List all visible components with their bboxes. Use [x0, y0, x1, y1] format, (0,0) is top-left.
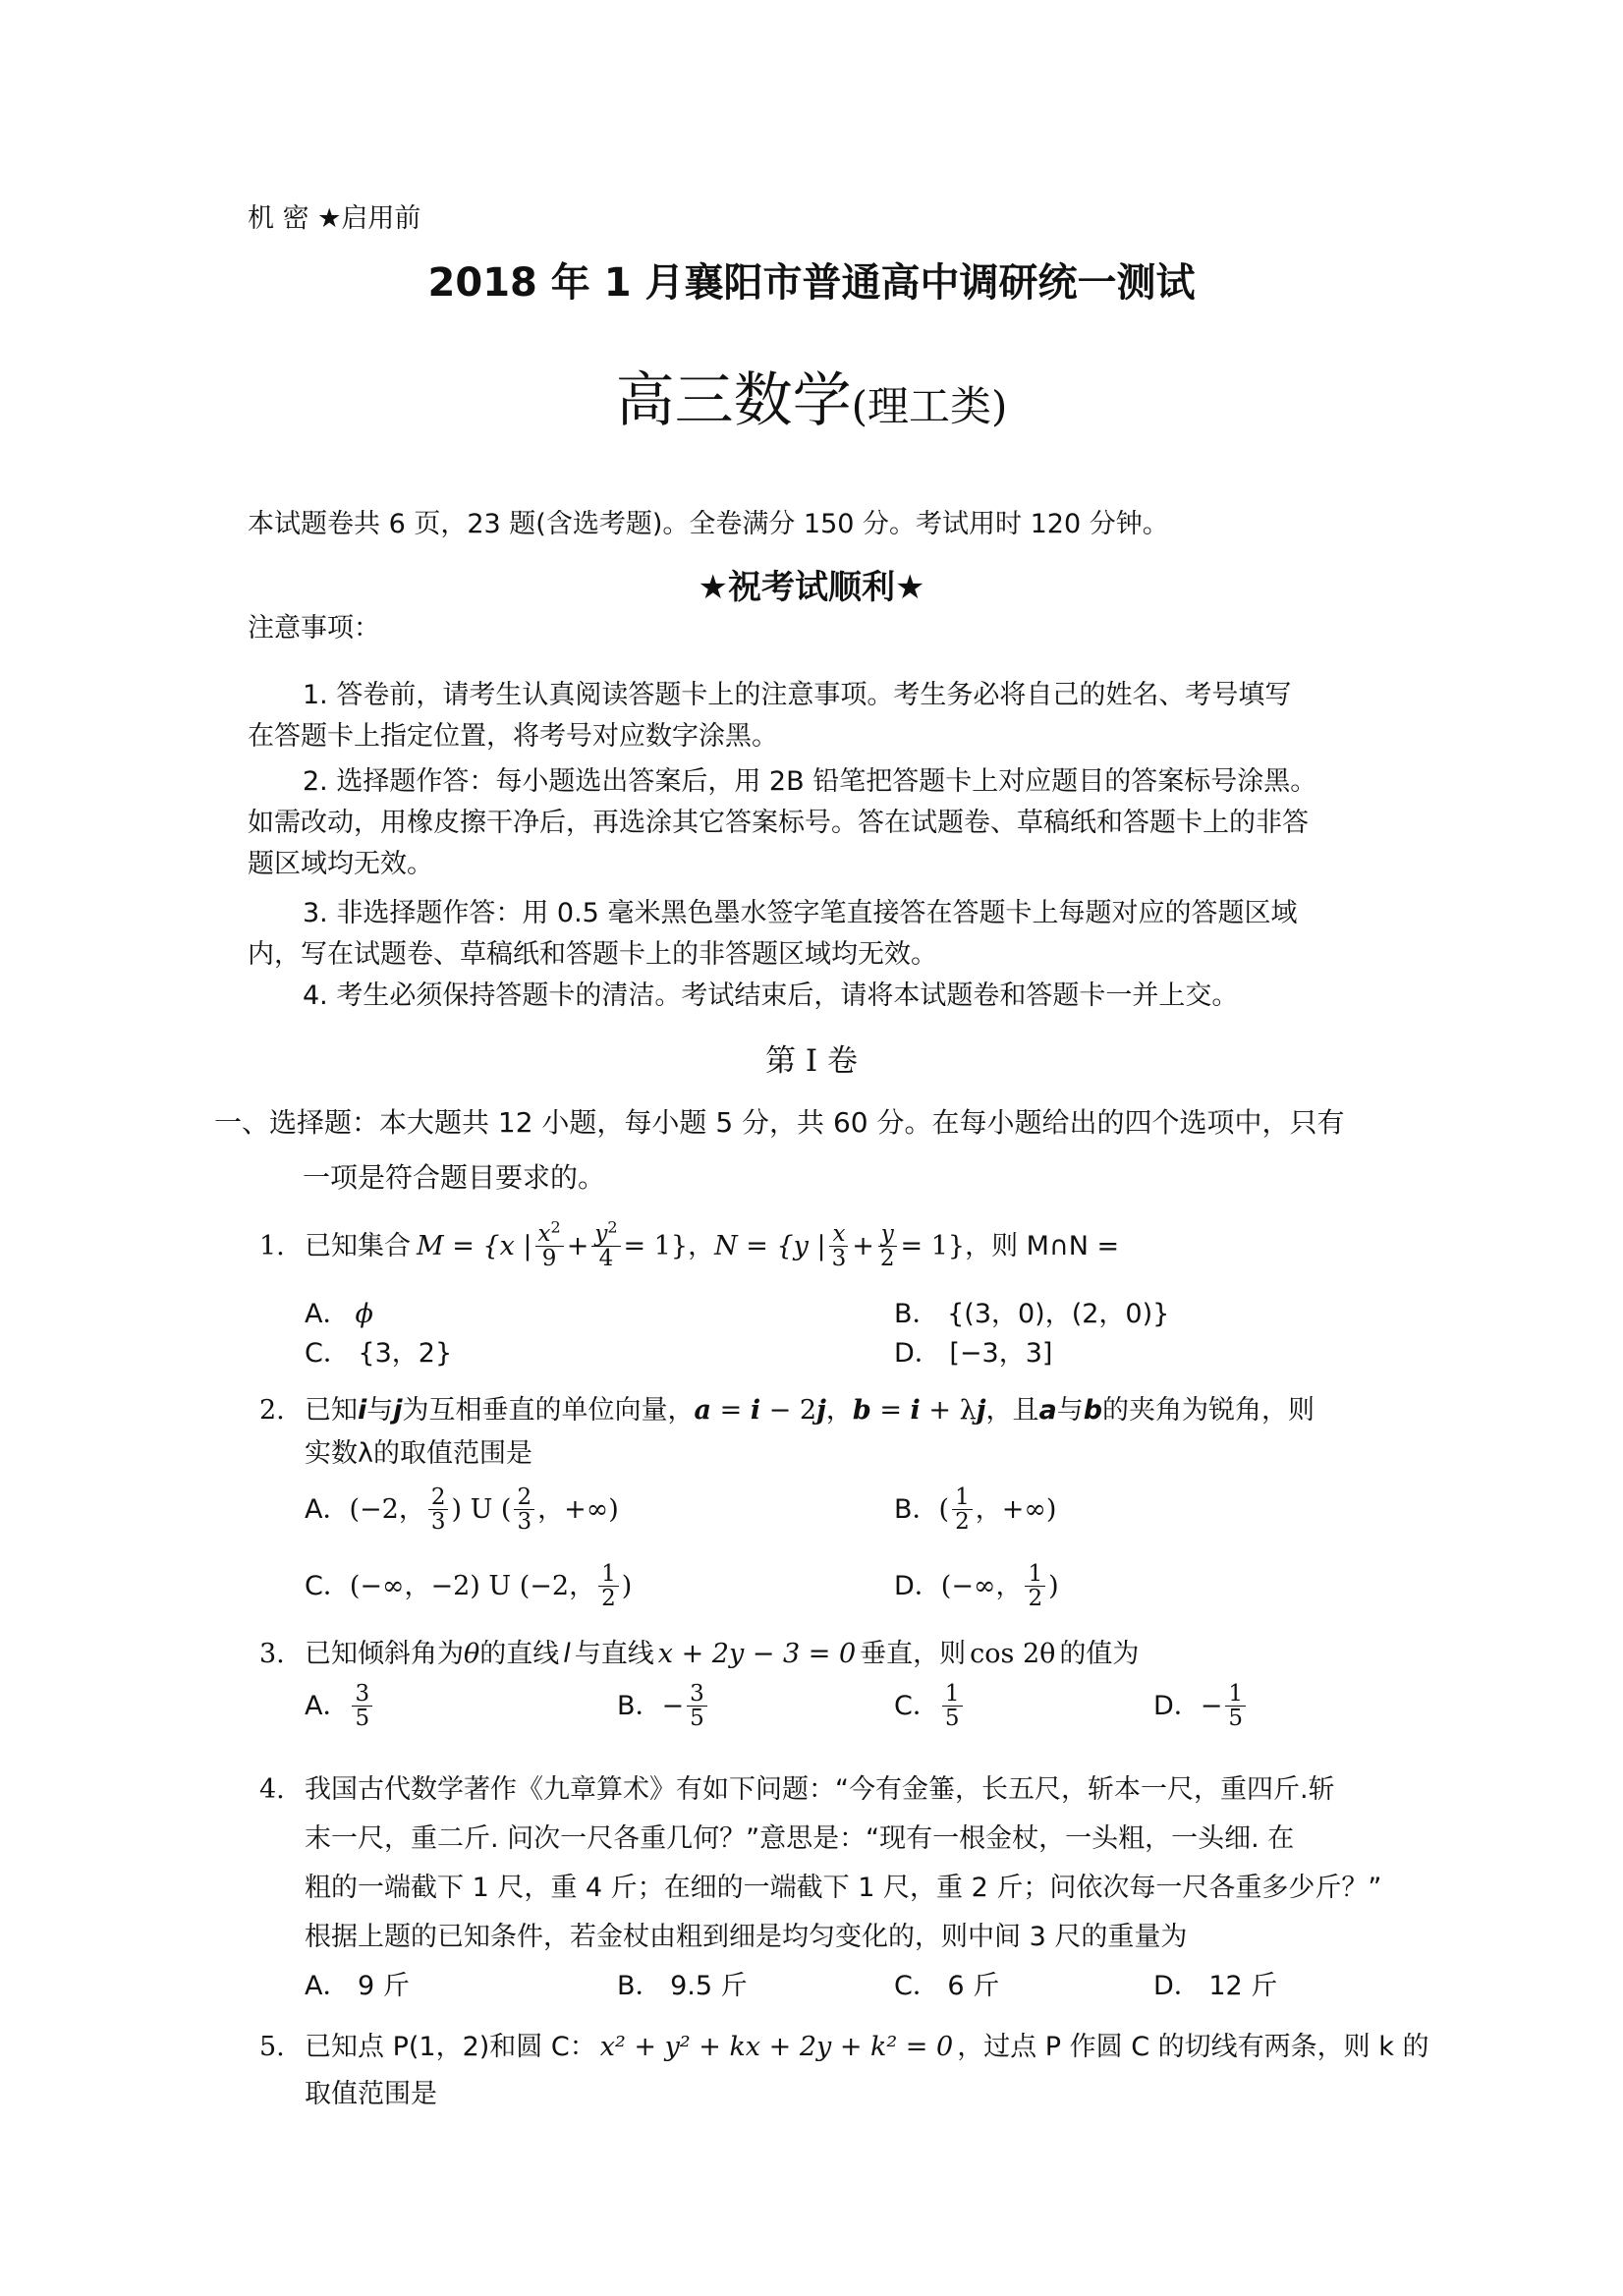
- subject-main: 高三数学: [615, 366, 852, 435]
- subject-title: [0, 354, 1623, 438]
- q4-option-c: C． 6 斤: [894, 1971, 1000, 2001]
- note-1-line-1: 1. 答卷前，请考生认真阅读答题卡上的注意事项。考生务必将自己的姓名、考号填写: [303, 680, 1292, 710]
- section-heading-line-1: 一、选择题：本大题共 12 小题，每小题 5 分，共 60 分。在每小题给出的四个选项中，只有: [214, 1106, 1345, 1139]
- q3-option-d: D． − $\frac{1}{5}$: [1153, 1682, 1249, 1730]
- question-4-line-2: 末一尺，重二斤. 问次一尺各重几何？”意思是：“现有一根金杖，一头粗，一头细. 在: [305, 1823, 1295, 1854]
- note-2-line-1: 2. 选择题作答：每小题选出答案后，用 2B 铅笔把答题卡上对应题目的答案标号涂黑。: [303, 766, 1317, 797]
- question-4-line-3: 粗的一端截下 1 尺，重 4 斤；在细的一端截下 1 尺，重 2 斤；问依次每一尺各重多少斤？”: [305, 1873, 1382, 1903]
- note-3-line-2: 内，写在试题卷、草稿纸和答题卡上的非答题区域均无效。: [248, 939, 937, 970]
- q3-option-b: B． − $\frac{3}{5}$: [617, 1682, 710, 1730]
- q4-number: 4.: [259, 1774, 285, 1805]
- question-1: 1. 已知集合 M = {x | $\frac{x^2}{9}$ + $\frac{y^2}{4}$ = 1} ， N = {y | $\frac{x}{3}$ + $\frac{y}{2}$ = 1} ，则 M∩N =: [259, 1217, 1120, 1271]
- note-2-line-2: 如需改动，用橡皮擦干净后，再选涂其它答案标号。答在试题卷、草稿纸和答题卡上的非答: [248, 808, 1309, 838]
- q1-text-a: 已知集合: [305, 1230, 411, 1261]
- volume-title: 第 I 卷: [765, 1043, 858, 1079]
- q4-option-d: D． 12 斤: [1153, 1971, 1278, 2001]
- question-4-line-1: 4. 我国古代数学著作《九章算术》有如下问题：“今有金箠，长五尺，斩本一尺，重四斤.斩: [259, 1770, 1335, 1810]
- q1-set-n: N = {y |: [714, 1230, 826, 1261]
- q3-option-a: A． $\frac{3}{5}$: [305, 1682, 375, 1730]
- q1-text-b: ，: [688, 1230, 715, 1261]
- q2-option-c: C． (−∞，−2) U (−2， $\frac{1}{2}$ ): [305, 1561, 633, 1611]
- q1-frac-x: $\frac{x^2}{9}$: [535, 1222, 564, 1270]
- q3-option-c: C． $\frac{1}{5}$: [894, 1682, 966, 1730]
- q5-number: 5.: [259, 2032, 285, 2062]
- q1-eq2: = 1}: [900, 1230, 966, 1261]
- question-5-line-1: 5. 已知点 P(1，2)和圆 C： x² + y² + kx + 2y + k² = 0 ，过点 P 作圆 C 的切线有两条，则 k 的: [259, 2028, 1428, 2067]
- question-3: 3. 已知倾斜角为θ的直线 l 与直线 x + 2y − 3 = 0 垂直，则 cos 2θ 的值为: [259, 1635, 1139, 1674]
- exam-title: 2018 年 1 月襄阳市普通高中调研统一测试: [427, 260, 1196, 306]
- note-4-line-1: 4. 考生必须保持答题卡的清洁。考试结束后，请将本试题卷和答题卡一并上交。: [303, 980, 1239, 1011]
- q1-option-a: A． ϕ: [305, 1299, 373, 1329]
- section-heading-line-2: 一项是符合题目要求的。: [303, 1161, 606, 1194]
- q2-option-a: A． (−2， $\frac{2}{3}$ ) U ( $\frac{2}{3}$ ，+∞): [305, 1484, 619, 1535]
- secrecy-label: 机 密 ★启用前: [248, 203, 421, 234]
- notes-title: 注意事项：: [248, 613, 380, 644]
- question-5-line-2: 取值范围是: [305, 2079, 437, 2109]
- q4-option-b: B． 9.5 斤: [617, 1971, 748, 2001]
- q1-option-c: C． {3，2}: [305, 1338, 453, 1369]
- q1-frac-y: $\frac{y^2}{4}$: [591, 1222, 620, 1270]
- note-3-line-1: 3. 非选择题作答：用 0.5 毫米黑色墨水签字笔直接答在答题卡上每题对应的答题区域: [303, 898, 1298, 928]
- q1-number: 1.: [259, 1230, 285, 1261]
- exam-info: 本试题卷共 6 页，23 题(含选考题)。全卷满分 150 分。考试用时 120 分钟。: [248, 509, 1169, 539]
- q1-frac2-x: $\frac{x}{3}$: [829, 1222, 850, 1270]
- note-2-line-3: 题区域均无效。: [248, 849, 433, 879]
- good-luck-banner: ★祝考试顺利★: [698, 568, 925, 607]
- q1-set-m: M = {x |: [417, 1230, 532, 1261]
- note-1-line-2: 在答题卡上指定位置，将考号对应数字涂黑。: [248, 721, 778, 752]
- q1-text-c: ，则 M∩N =: [965, 1230, 1120, 1261]
- subject-suffix: (理工类): [851, 382, 1008, 430]
- q1-option-b: B． {(3，0)，(2，0)}: [894, 1299, 1170, 1329]
- q3-number: 3.: [259, 1639, 285, 1669]
- q1-option-d: D． [−3，3]: [894, 1338, 1053, 1369]
- question-4-line-4: 根据上题的已知条件，若金杖由粗到细是均匀变化的，则中间 3 尺的重量为: [305, 1922, 1188, 1952]
- question-2-line-2: 实数λ的取值范围是: [305, 1438, 532, 1469]
- q2-option-b: B． ( $\frac{1}{2}$ ，+∞): [894, 1484, 1057, 1535]
- q1-frac2-y: $\frac{y}{2}$: [877, 1222, 898, 1270]
- q4-option-a: A． 9 斤: [305, 1971, 410, 2001]
- question-2-line-1: 2. 已知i与j为互相垂直的单位向量，a = i − 2j，b = i + λj，且a与b的夹角为锐角，则: [259, 1391, 1315, 1430]
- q2-option-d: D． (−∞， $\frac{1}{2}$ ): [894, 1561, 1059, 1611]
- q1-eq1: = 1}: [623, 1230, 689, 1261]
- q2-number: 2.: [259, 1395, 285, 1426]
